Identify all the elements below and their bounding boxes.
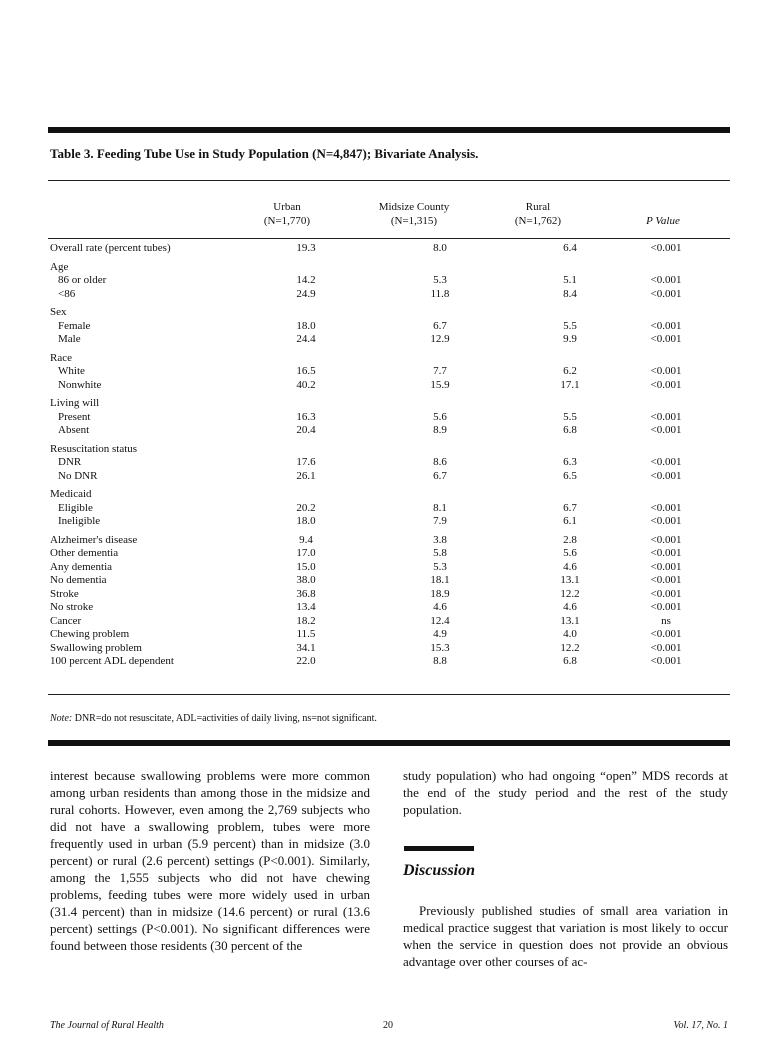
table-row: Cancer 18.2 12.4 13.1 ns [50, 614, 671, 627]
discussion-bar [404, 846, 474, 851]
discussion-column [403, 902, 728, 970]
top-thick-rule [48, 127, 730, 133]
col-header-rural: Rural (N=1,762) [514, 201, 562, 227]
body-right-column [403, 767, 728, 818]
body-left-paragraph: interest because swallowing problems were more common among urban residents than among those in the midsize and rural cohorts. However, even among the 2,769 subjects who did not have a swallowing problem, tubes were more frequently used in urban (5.9 percent) than in midsize (3.0 percent) or rural (2.6 percent) settings (P<0.001). Similarly, among the 1,555 subjects who did not have chewing problems, feeding tubes were more widely used in urban (31.4 percent) than in midsize (14.6 percent) or rural (13.6 percent) settings (P<0.001). No significant differences were found between those residents (30 percent of the [50, 768, 370, 953]
table-row: No dementia 38.0 18.1 13.1 <0.001 [50, 574, 682, 586]
body-right-paragraph: study population) who had ongoing “open” MDS records at the end of the study period and the rest of the study population. [403, 768, 728, 817]
table-bottom-rule [48, 694, 730, 695]
table-group-heading: Living will [50, 397, 100, 409]
table-row: Overall rate (percent tubes) 19.3 8.0 6.4 <0.001 [50, 242, 682, 254]
table-row: Eligible 20.2 8.1 6.7 <0.001 [58, 501, 682, 514]
table-group-heading: Resuscitation status [50, 442, 138, 455]
discussion-heading: Discussion [403, 862, 476, 879]
body-left-column [50, 767, 370, 954]
table-row: Any dementia 15.0 5.3 4.6 <0.001 [50, 560, 682, 573]
table-row: White 16.5 7.7 6.2 <0.001 [58, 365, 682, 377]
table-row: Nonwhite 40.2 15.9 17.1 <0.001 [58, 378, 682, 391]
data-table [50, 242, 710, 669]
table-row: <86 24.9 11.8 8.4 <0.001 [58, 287, 682, 300]
col-header-midsize: Midsize County (N=1,315) [378, 201, 450, 227]
bottom-thick-rule [48, 740, 730, 746]
table-group-heading: Medicaid [50, 488, 92, 500]
footer-volume: Vol. 17, No. 1 [673, 1020, 728, 1031]
table-row: Present 16.3 5.6 5.5 <0.001 [58, 410, 682, 423]
table-group-heading: Age [50, 260, 69, 273]
table-row: Male 24.4 12.9 9.9 <0.001 [58, 333, 682, 345]
table-row: Stroke 36.8 18.9 12.2 <0.001 [50, 587, 682, 600]
table-row: No DNR 26.1 6.7 6.5 <0.001 [58, 469, 682, 482]
footer-page-number: 20 [383, 1020, 393, 1031]
table-title: Table 3. Feeding Tube Use in Study Population (N=4,847); Bivariate Analysis. [50, 146, 479, 161]
header-top-rule [48, 180, 730, 181]
table-row: Other dementia 17.0 5.8 5.6 <0.001 [50, 547, 682, 559]
table-group-heading: Race [50, 351, 72, 364]
table-row: Female 18.0 6.7 5.5 <0.001 [58, 319, 682, 332]
table-row: No stroke 13.4 4.6 4.6 <0.001 [50, 601, 682, 613]
table-row: Chewing problem 11.5 4.9 4.0 <0.001 [50, 628, 682, 640]
table-row: 100 percent ADL dependent 22.0 8.8 6.8 <0.001 [50, 655, 682, 667]
footer-journal: The Journal of Rural Health [50, 1020, 164, 1031]
table-row: 86 or older 14.2 5.3 5.1 <0.001 [58, 274, 682, 286]
table-note-text: DNR=do not resuscitate, ADL=activities of daily living, ns=not significant. [74, 713, 377, 724]
col-header-urban: Urban (N=1,770) [263, 201, 311, 227]
table-row: Absent 20.4 8.9 6.8 <0.001 [58, 424, 682, 436]
table-row: Alzheimer's disease 9.4 3.8 2.8 <0.001 [50, 533, 682, 546]
table-note [50, 713, 377, 724]
table-row: DNR 17.6 8.6 6.3 <0.001 [58, 456, 682, 468]
table-row: Ineligible 18.0 7.9 6.1 <0.001 [58, 515, 682, 527]
table-row: Swallowing problem 34.1 15.3 12.2 <0.001 [50, 641, 682, 654]
col-header-pvalue: P Value [646, 215, 680, 227]
discussion-paragraph: Previously published studies of small area variation in medical practice suggest that variation is most likely to occur when the service in question does not provide an obvious advantage over other courses of ac- [403, 903, 728, 969]
table-note-label: Note: [50, 713, 73, 724]
header-bottom-rule [48, 238, 730, 239]
table-group-heading: Sex [50, 306, 67, 318]
